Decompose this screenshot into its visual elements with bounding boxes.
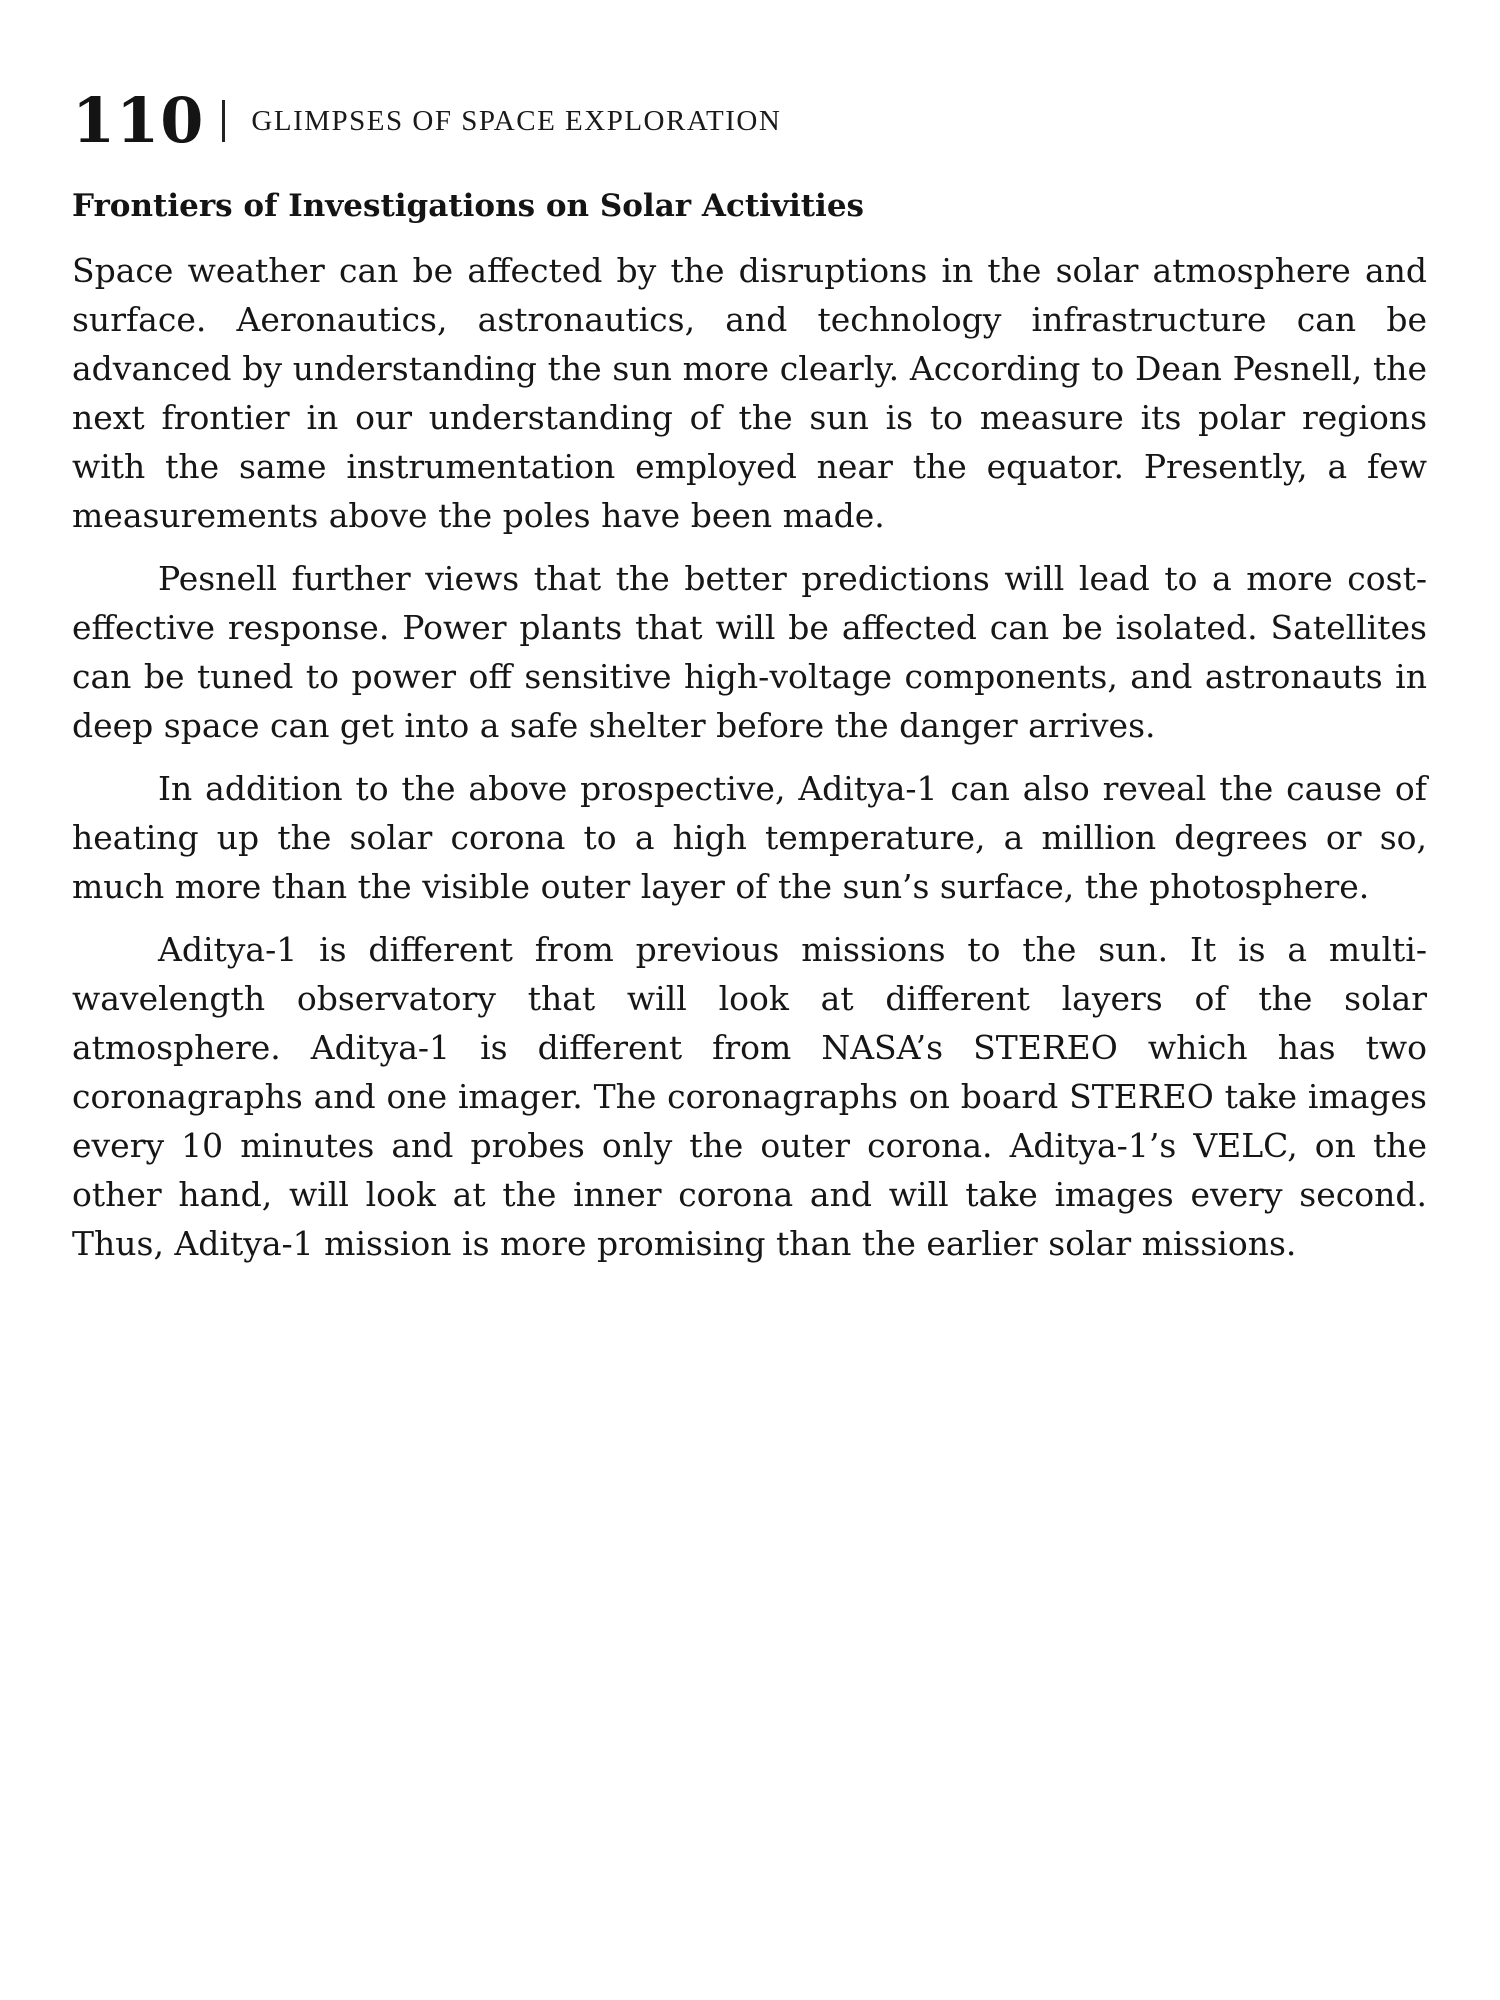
section-heading: Frontiers of Investigations on Solar Activities (72, 188, 864, 224)
header-divider (222, 100, 225, 142)
paragraph-2: Pesnell further views that the better predictions will lead to a more cost-effective response. Power plants that will be affected can be isolated. Satellites can be tuned to power off sensitive high-voltage components, and astronauts in deep space can get into a safe shelter before the danger arrives. (72, 559, 1427, 745)
paragraph-3: In addition to the above prospective, Aditya-1 can also reveal the cause of heating up the solar corona to a high temperature, a million degrees or so, much more than the visible outer layer of the sun’s surface, the photosphere. (72, 769, 1427, 906)
paragraph-1: Space weather can be affected by the disruptions in the solar atmosphere and surface. Aeronautics, astronautics, and technology infrastructure can be advanced by understanding the sun more clearly. According to Dean Pesnell, the next frontier in our understanding of the sun is to measure its polar regions with the same instrumentation employed near the equator. Presently, a few measurements above the poles have been made. (72, 251, 1427, 535)
book-title: GLIMPSES OF SPACE EXPLORATION (251, 104, 782, 137)
page-number: 110 (72, 84, 205, 157)
body-text (72, 246, 1427, 1282)
paragraph-4: Aditya-1 is different from previous missions to the sun. It is a multi-wavelength observatory that will look at different layers of the solar atmosphere. Aditya-1 is different from NASA’s STEREO which has two coronagraphs and one imager. The coronagraphs on board STEREO take images every 10 minutes and probes only the outer corona. Aditya-1’s VELC, on the other hand, will look at the inner corona and will take images every second. Thus, Aditya-1 mission is more promising than the earlier solar missions. (72, 930, 1427, 1263)
running-head (72, 84, 782, 157)
